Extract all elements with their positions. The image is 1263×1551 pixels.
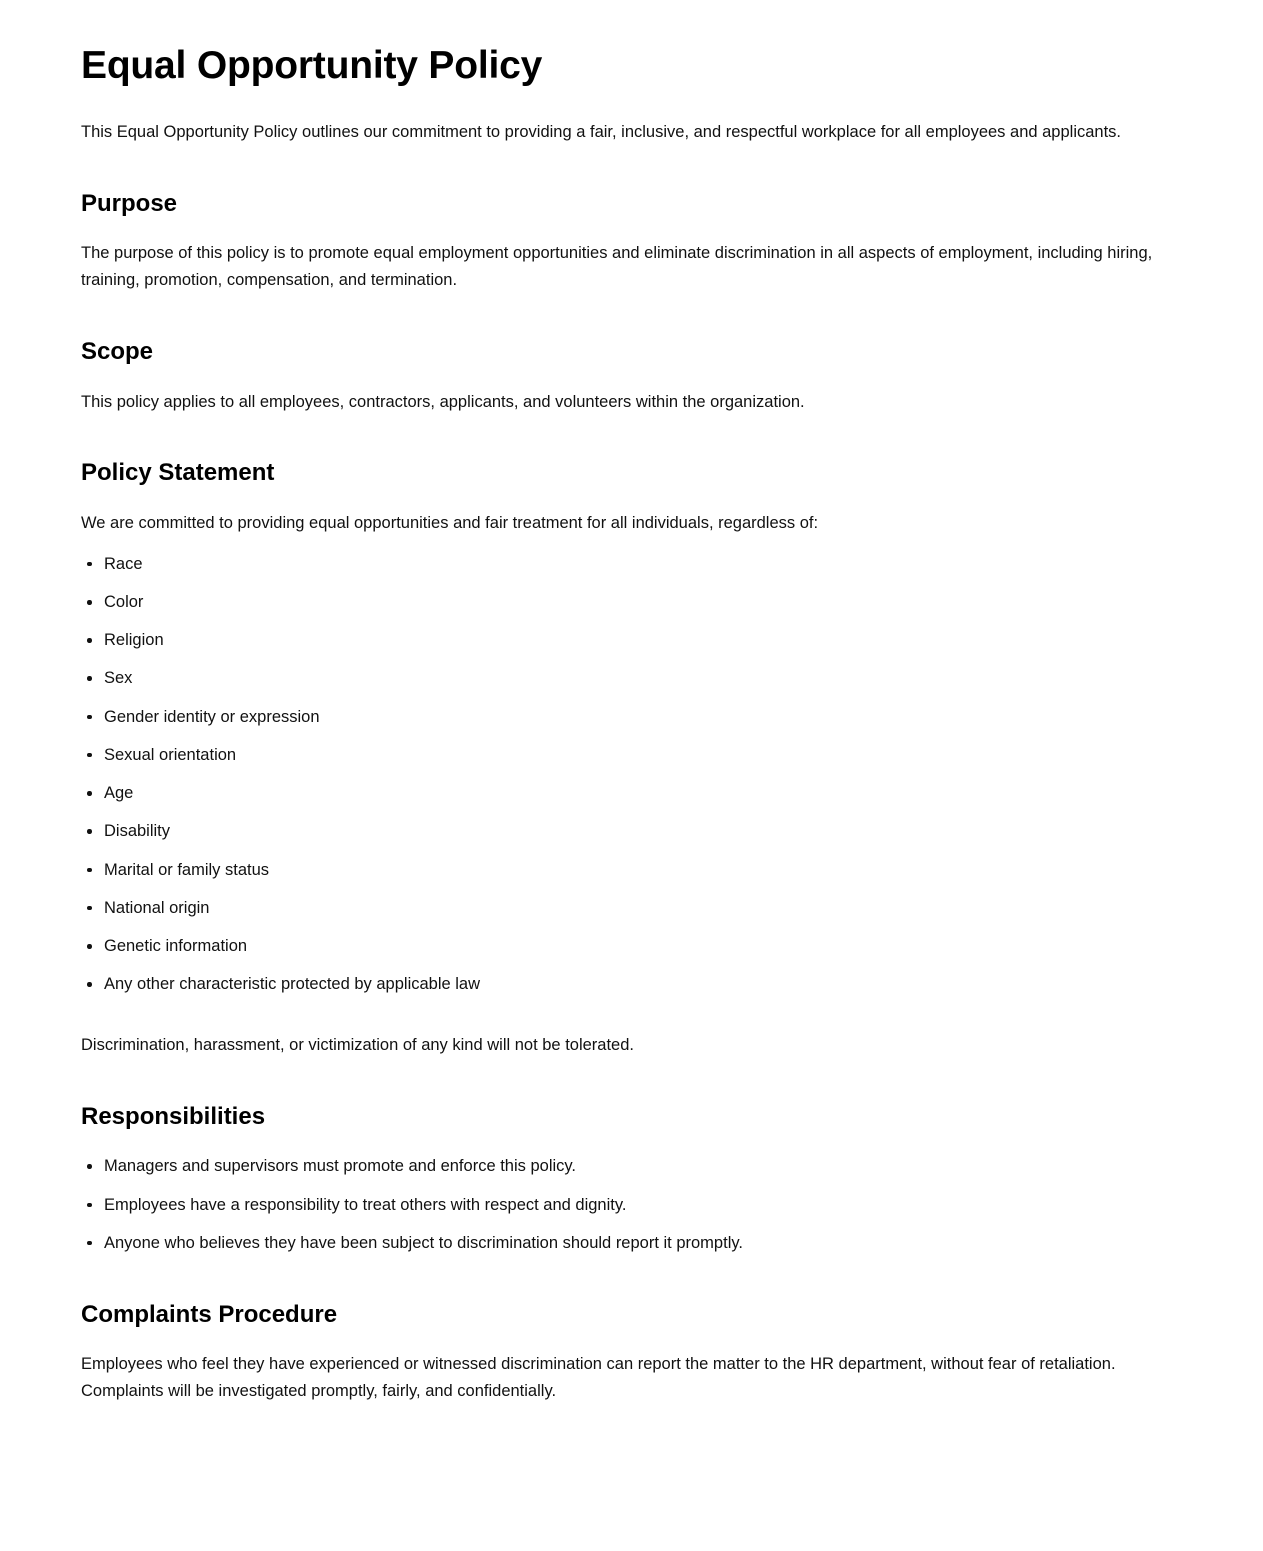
section-heading-purpose: Purpose bbox=[81, 189, 178, 217]
protected-characteristics-list bbox=[81, 551, 1182, 998]
list-item: Genetic information bbox=[81, 933, 1182, 960]
list-item: Race bbox=[81, 551, 1182, 578]
intro-paragraph: This Equal Opportunity Policy outlines our commitment to providing a fair, inclusive, and respectful workplace for all employees and applicants. bbox=[81, 122, 1122, 141]
list-item: Sex bbox=[81, 665, 1182, 692]
list-item: Disability bbox=[81, 818, 1182, 845]
purpose-paragraph: The purpose of this policy is to promote equal employment opportunities and eliminate discrimination in all aspects of employment, including hiring, training, promotion, compensation, and termination. bbox=[81, 244, 1153, 290]
list-item: Religion bbox=[81, 627, 1182, 654]
list-item: National origin bbox=[81, 895, 1182, 922]
list-item: Marital or family status bbox=[81, 857, 1182, 884]
complaints-procedure-paragraph: Employees who feel they have experienced or witnessed discrimination can report the matter to the HR department, without fear of retaliation. Complaints will be investigated promptly, fairly, and confidentially. bbox=[81, 1355, 1116, 1401]
page-title: Equal Opportunity Policy bbox=[81, 44, 543, 87]
list-item: Color bbox=[81, 589, 1182, 616]
policy-statement-closing: Discrimination, harassment, or victimization of any kind will not be tolerated. bbox=[81, 1035, 634, 1054]
list-item: Sexual orientation bbox=[81, 742, 1182, 769]
section-heading-complaints-procedure: Complaints Procedure bbox=[81, 1300, 338, 1328]
scope-paragraph: This policy applies to all employees, contractors, applicants, and volunteers within the organization. bbox=[81, 392, 805, 411]
section-heading-responsibilities: Responsibilities bbox=[81, 1102, 266, 1130]
list-item: Anyone who believes they have been subject to discrimination should report it promptly. bbox=[81, 1230, 1182, 1257]
responsibilities-list bbox=[81, 1153, 1182, 1256]
list-item: Any other characteristic protected by applicable law bbox=[81, 971, 1182, 998]
list-item: Age bbox=[81, 780, 1182, 807]
policy-statement-intro: We are committed to providing equal opportunities and fair treatment for all individuals, regardless of: bbox=[81, 514, 819, 533]
section-heading-scope: Scope bbox=[81, 337, 154, 365]
section-heading-policy-statement: Policy Statement bbox=[81, 459, 275, 487]
list-item: Gender identity or expression bbox=[81, 704, 1182, 731]
list-item: Managers and supervisors must promote and enforce this policy. bbox=[81, 1153, 1182, 1180]
list-item: Employees have a responsibility to treat others with respect and dignity. bbox=[81, 1192, 1182, 1219]
